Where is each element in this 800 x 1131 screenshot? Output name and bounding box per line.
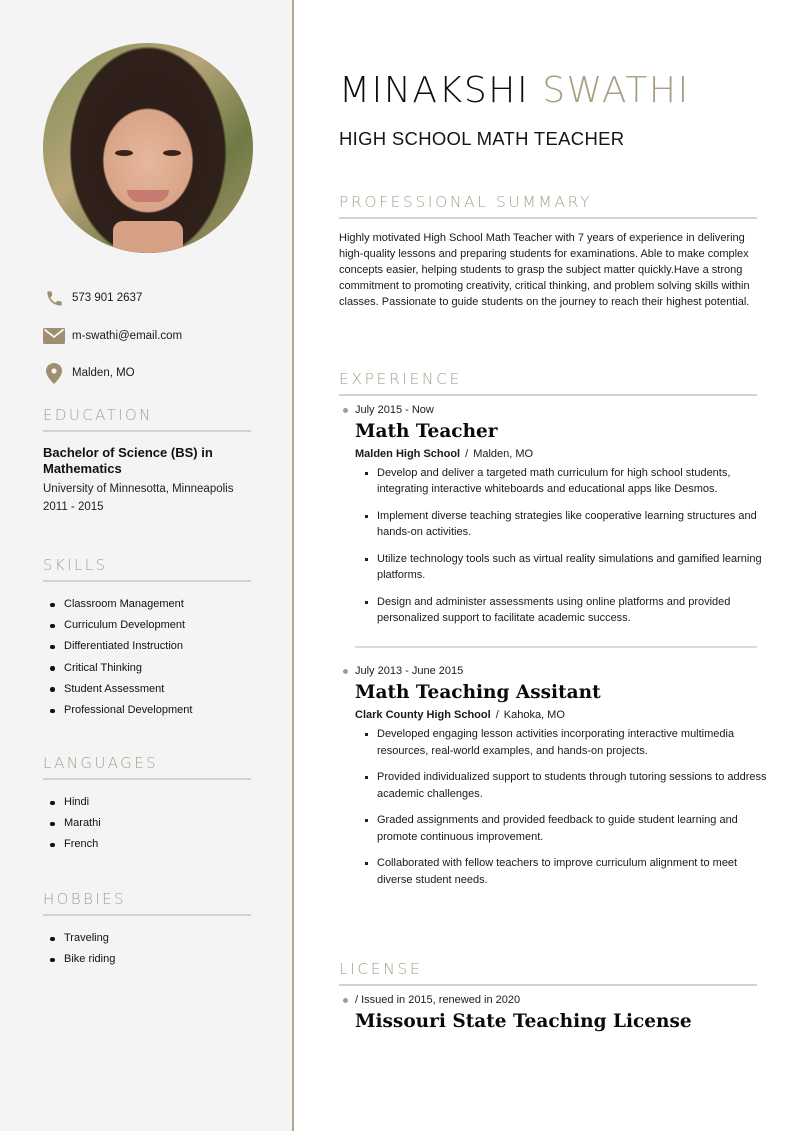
list-item: Marathi [43, 813, 251, 834]
email-address: m-swathi@email.com [72, 329, 183, 342]
first-name: MINAKSHI [339, 70, 530, 111]
experience-section [339, 370, 767, 898]
full-name [339, 70, 690, 111]
photo-detail [163, 150, 181, 156]
job-location: Kahoka, MO [503, 709, 565, 722]
section-title: HOBBIES [43, 890, 251, 916]
bullet-item: Developed engaging lesson activities incorporating interactive multimedia resources, real-world examples, and hands-on projects. [377, 726, 772, 758]
section-title: LANGUAGES [43, 754, 251, 780]
list-item: Classroom Management [43, 594, 251, 615]
bullet-item: Graded assignments and provided feedback to guide student learning and promote continuous improvement. [377, 812, 772, 844]
phone-icon [43, 288, 65, 308]
job-role: Math Teaching Assitant [355, 682, 601, 704]
phone-number: 573 901 2637 [72, 292, 143, 304]
bullet-item: Develop and deliver a targeted math curriculum for high school students, integrating interactive whiteboards and educational apps like Desmos. [377, 465, 772, 497]
contact-location [43, 363, 182, 383]
job-org [355, 709, 757, 721]
license-section [339, 960, 757, 1032]
experience-item [339, 404, 762, 626]
profile-photo [43, 43, 253, 253]
education-section [43, 406, 251, 516]
photo-detail [115, 150, 133, 156]
section-title: LICENSE [339, 960, 757, 986]
languages-list [43, 792, 251, 856]
skills-list [43, 594, 251, 721]
list-item: Student Assessment [43, 679, 251, 700]
job-org [355, 448, 757, 460]
bullet-item: Design and administer assessments using online platforms and provided personalized support to facilitate academic success. [377, 594, 772, 626]
experience-item [339, 665, 767, 887]
job-bullets [377, 726, 772, 887]
contact-phone [43, 288, 182, 308]
map-pin-icon [43, 363, 65, 383]
list-item: Hindi [43, 792, 251, 813]
section-title: EXPERIENCE [339, 370, 757, 396]
location-text: Malden, MO [72, 367, 135, 379]
envelope-icon [43, 326, 65, 346]
job-role: Math Teacher [355, 421, 498, 442]
last-name: SWATHI [542, 70, 690, 111]
languages-section [43, 754, 251, 856]
education-years: 2011 - 2015 [43, 501, 104, 513]
divider [355, 646, 757, 648]
list-item: Critical Thinking [43, 658, 251, 679]
license-meta: / Issued in 2015, renewed in 2020 [339, 994, 757, 1006]
bullet-item: Collaborated with fellow teachers to improve curriculum alignment to meet diverse student needs. [377, 855, 772, 887]
list-item: Differentiated Instruction [43, 636, 251, 657]
separator: / [495, 709, 499, 722]
contact-email [43, 326, 182, 346]
organization: Clark County High School [355, 709, 491, 722]
section-title: PROFESSIONAL SUMMARY [339, 193, 757, 219]
list-item: Curriculum Development [43, 615, 251, 636]
hobbies-section [43, 890, 251, 970]
section-title: EDUCATION [43, 406, 251, 432]
list-item: French [43, 834, 251, 855]
bullet-item: Provided individualized support to students through tutoring sessions to address academic challenges. [377, 769, 772, 801]
school: University of Minnesotta, Minneapolis [43, 483, 234, 495]
list-item: Professional Development [43, 700, 251, 721]
skills-section [43, 556, 251, 721]
list-item: Bike riding [43, 949, 251, 970]
summary-section [339, 193, 757, 310]
bullet-item: Utilize technology tools such as virtual reality simulations and gamified learning platforms. [377, 551, 772, 583]
bullet-item: Implement diverse teaching strategies like cooperative learning structures and hands-on activities. [377, 508, 772, 540]
separator: / [465, 448, 469, 460]
job-title: HIGH SCHOOL MATH TEACHER [339, 128, 625, 149]
job-location: Malden, MO [473, 448, 534, 460]
degree: Bachelor of Science (BS) in Mathematics [43, 445, 213, 476]
photo-detail [113, 221, 183, 253]
hobbies-list [43, 928, 251, 970]
photo-detail [127, 190, 169, 202]
job-dates: July 2013 - June 2015 [339, 665, 757, 677]
section-title: SKILLS [43, 556, 251, 582]
job-bullets [377, 465, 772, 626]
organization: Malden High School [355, 448, 461, 460]
summary-text: Highly motivated High School Math Teacher with 7 years of experience in delivering high-quality lessons and preparing students for examinations. Able to make complex concepts easier, helping students to grasp the subject matter quickly.Have a strong commitment to promoting creativity, critical thinking, and problem solving skills within classes. Passionate to guide students on the journey to reach their highest potential. [339, 232, 750, 309]
sidebar [0, 0, 294, 1131]
contact-list [43, 288, 182, 401]
license-name: Missouri State Teaching License [355, 1011, 692, 1032]
job-dates: July 2015 - Now [339, 404, 757, 416]
list-item: Traveling [43, 928, 251, 949]
